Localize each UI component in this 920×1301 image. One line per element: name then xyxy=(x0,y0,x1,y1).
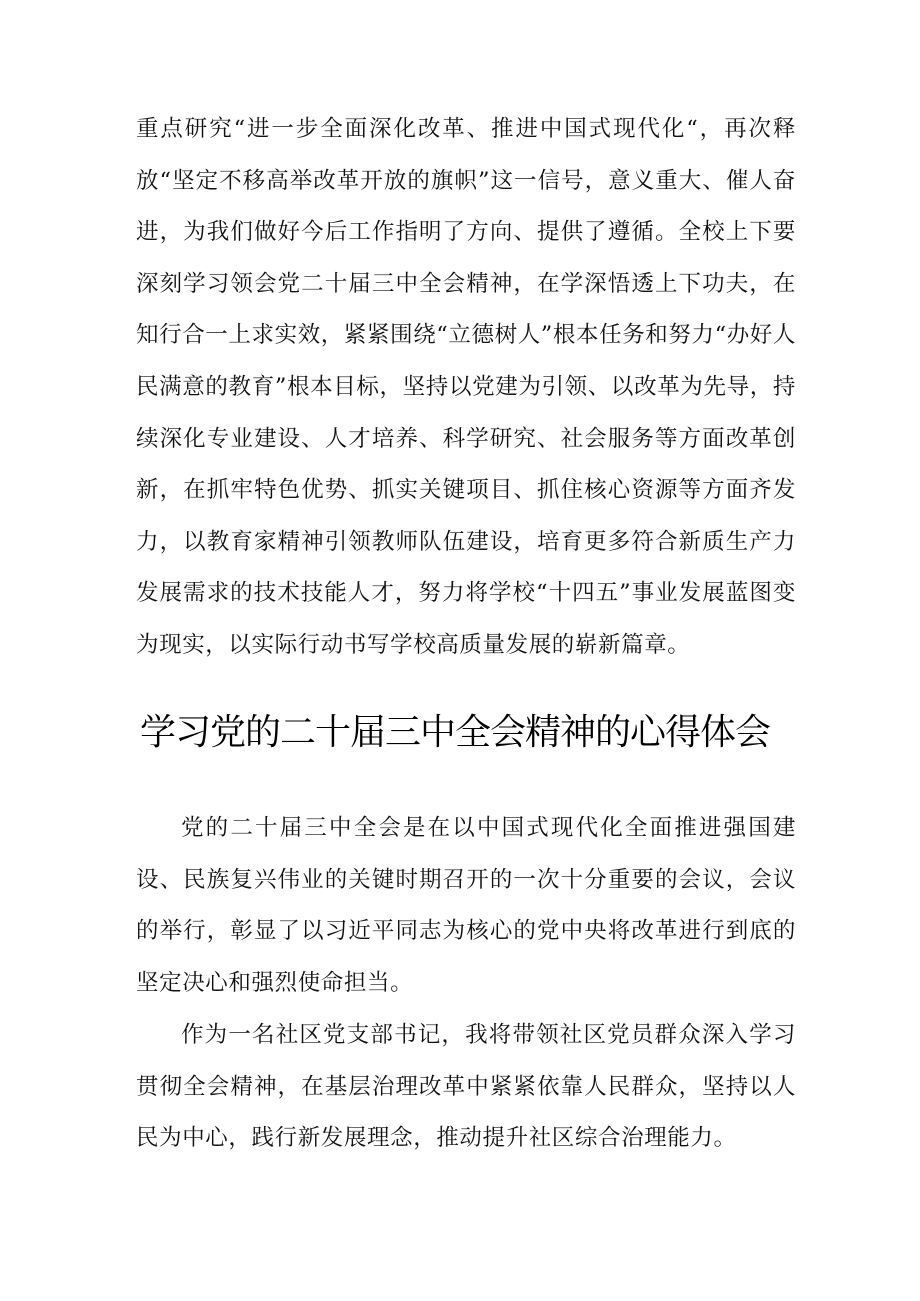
body-paragraph-continued: 重点研究“进一步全面深化改革、推进中国式现代化“，再次释放“坚定不移高举改革开放的旗帜”这一信号，意义重大、催人奋进，为我们做好今后工作指明了方向、提供了遵循。全校上下要深刻学习领会党二十届三中全会精神，在学深悟透上下功夫，在知行合一上求实效，紧紧围绕“立德树人”根本任务和努力“办好人民满意的教育”根本目标，坚持以党建为引领、以改革为先导，持续深化专业建设、人才培养、科学研究、社会服务等方面改革创新，在抓牢特色优势、抓实关键项目、抓住核心资源等方面齐发力，以教育家精神引领教师队伍建设，培育更多符合新质生产力发展需求的技术技能人才，努力将学校“十四五”事业发展蓝图变为现实，以实际行动书写学校高质量发展的崭新篇章。 xyxy=(136,116,797,658)
body-paragraph-intro: 党的二十届三中全会是在以中国式现代化全面推进强国建设、民族复兴伟业的关键时期召开的一次十分重要的会议，会议的举行，彰显了以习近平同志为核心的党中央将改革进行到底的坚定决心和强烈使命担当。 xyxy=(136,815,796,996)
body-paragraph-commitment: 作为一名社区党支部书记，我将带领社区党员群众深入学习贯彻全会精神，在基层治理改革中紧紧依靠人民群众，坚持以人民为中心，践行新发展理念，推动提升社区综合治理能力。 xyxy=(136,1022,796,1152)
section-heading: 学习党的二十届三中全会精神的心得体会 xyxy=(140,712,771,753)
